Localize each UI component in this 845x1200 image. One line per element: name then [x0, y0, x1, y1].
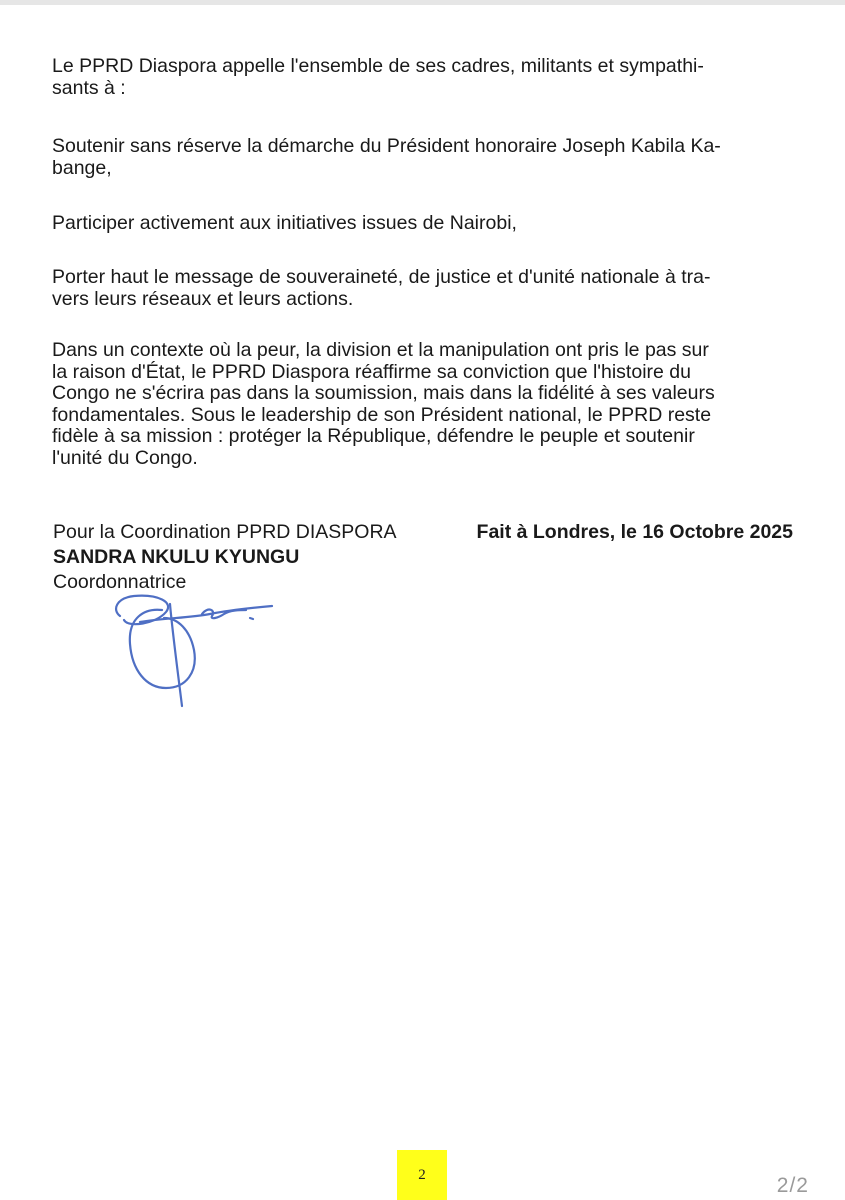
- text-line: fondamentales. Sous le leadership de son Président national, le PPRD reste: [52, 403, 712, 426]
- page-number: 2: [418, 1166, 426, 1183]
- text-line: Dans un contexte où la peur, la division et la manipulation ont pris le pas sur: [52, 339, 709, 361]
- text-line: la raison d'État, le PPRD Diaspora réaffirme sa conviction que l'histoire du: [52, 360, 691, 383]
- text-line: Congo ne s'écrira pas dans la soumission, mais dans la fidélité à ses valeurs: [52, 382, 715, 404]
- text-line: l'unité du Congo.: [52, 446, 198, 469]
- paragraph-support: [52, 136, 792, 179]
- handwritten-signature: [100, 588, 280, 718]
- page-indicator: 2/2: [776, 1174, 809, 1197]
- text-line: Soutenir sans réserve la démarche du Président honoraire Joseph Kabila Ka-: [52, 135, 721, 157]
- paragraph-appeal: [52, 56, 792, 99]
- top-border: [0, 0, 845, 5]
- paragraph-context: [52, 340, 792, 469]
- text-line: Porter haut le message de souveraineté, de justice et d'unité nationale à tra-: [52, 266, 711, 288]
- signer-name: SANDRA NKULU KYUNGU: [53, 546, 300, 568]
- signer-title: Coordonnatrice: [53, 571, 187, 593]
- signing-organization: Pour la Coordination PPRD DIASPORA: [53, 521, 397, 543]
- text-line: sants à :: [52, 76, 126, 99]
- text-line: vers leurs réseaux et leurs actions.: [52, 287, 354, 310]
- text-line: Participer activement aux initiatives issues de Nairobi,: [52, 212, 517, 234]
- signature-block: [53, 520, 397, 595]
- paragraph-participate: [52, 213, 792, 235]
- place-date: Fait à Londres, le 16 Octobre 2025: [476, 521, 793, 543]
- text-line: fidèle à sa mission : protéger la République, défendre le peuple et soutenir: [52, 425, 695, 447]
- text-line: bange,: [52, 156, 112, 179]
- text-line: Le PPRD Diaspora appelle l'ensemble de ses cadres, militants et sympathi-: [52, 55, 704, 77]
- page-number-box: [397, 1150, 447, 1200]
- paragraph-message: [52, 267, 792, 310]
